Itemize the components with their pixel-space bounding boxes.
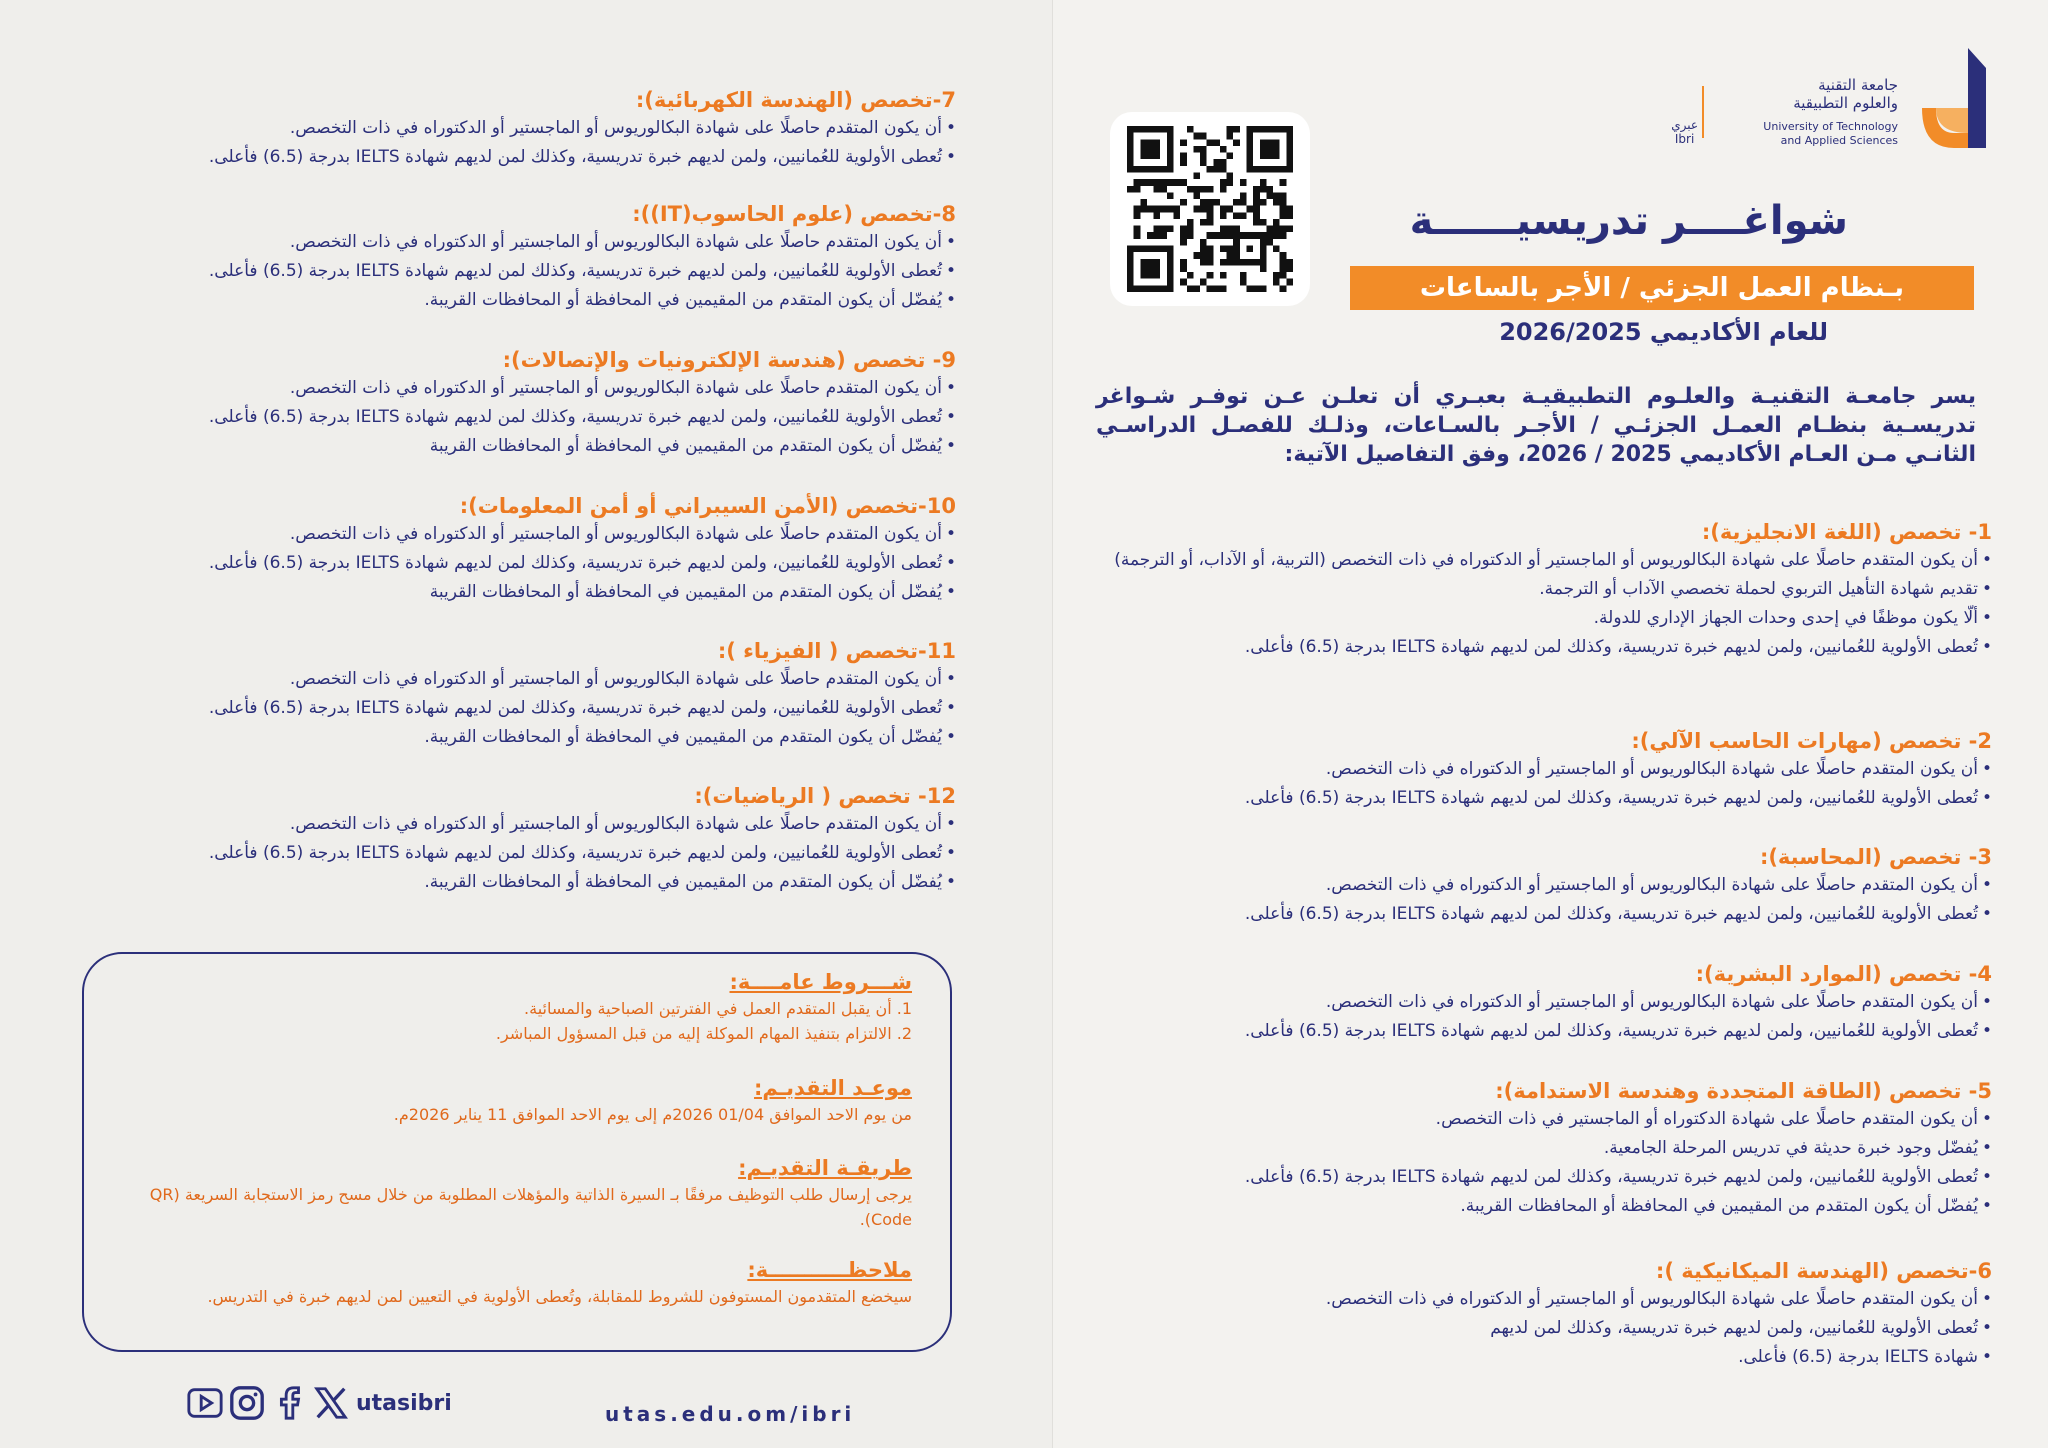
section-item: • تُعطى الأولوية للعُمانيين، ولمن لديهم خبرة تدريسية، وكذلك لمن لديهم شهادة IELTS بدرجة (6.5) فأعلى. [56, 694, 956, 723]
section-item: • أن يكون المتقدم حاصلًا على شهادة البكالوريوس أو الماجستير أو الدكتوراه في ذات التخصص. [56, 114, 956, 143]
section-item: • ألّا يكون موظفًا في إحدى وحدات الجهاز الإداري للدولة. [1092, 604, 1992, 633]
application-method [112, 1154, 912, 1232]
logo-arabic-name [1793, 76, 1898, 112]
academic-year: للعام الأكاديمي 2026/2025 [1499, 318, 1828, 346]
section-title: 1- تخصص (اللغة الانجليزية): [1701, 520, 1992, 544]
section-item: • أن يكون المتقدم حاصلًا على شهادة البكالوريوس أو الماجستير أو الدكتوراه في ذات التخصص (التربية، أو الآداب، أو الترجمة) [1092, 546, 1992, 575]
section-7 [56, 86, 956, 172]
section-title: 12- تخصص ( الرياضيات): [694, 784, 956, 808]
section-item: • يُفضّل أن يكون المتقدم من المقيمين في المحافظة أو المحافظات القريبة. [56, 723, 956, 752]
instagram-icon[interactable] [228, 1384, 266, 1422]
section-items [1092, 1285, 1992, 1372]
page-title: شواغــــر تدريسيــــــة [1409, 198, 1848, 244]
section-items [1092, 988, 1992, 1046]
section-item: • أن يكون المتقدم حاصلًا على شهادة البكالوريوس أو الماجستير أو الدكتوراه في ذات التخصص. [1092, 1285, 1992, 1314]
youtube-icon[interactable] [186, 1384, 224, 1422]
section-item: • شهادة IELTS بدرجة (6.5) فأعلى. [1092, 1343, 1992, 1372]
section-6 [1092, 1257, 1992, 1372]
application-date-text: من يوم الاحد الموافق 01/04 2026م إلى يوم الاحد الموافق 11 يناير 2026م. [393, 1105, 912, 1124]
section-item: • يُفضّل أن يكون المتقدم من المقيمين في المحافظة أو المحافظات القريبة. [56, 286, 956, 315]
section-item: • يُفضّل أن يكون المتقدم من المقيمين في المحافظة أو المحافظات القريبة [56, 578, 956, 607]
section-item: • أن يكون المتقدم حاصلًا على شهادة البكالوريوس أو الماجستير أو الدكتوراه في ذات التخصص. [56, 520, 956, 549]
section-title: 9- تخصص (هندسة الإلكترونيات والإتصالات): [502, 348, 956, 372]
section-title: 6-تخصص (الهندسة الميكانيكية ): [1655, 1259, 1992, 1283]
section-item: • أن يكون المتقدم حاصلًا على شهادة البكالوريوس أو الماجستير أو الدكتوراه في ذات التخصص. [1092, 988, 1992, 1017]
section-items [56, 520, 956, 607]
section-items [56, 810, 956, 897]
intro-paragraph: يسر جامعـة التقنيـة والعلـوم التطبيقيـة بعبـري أن تعلـن عـن توفـر شـواغر تدريسـية بنظـام العمـل الجزئـي / الأجـر بالسـاعات، وذلـك للفصـل الدراسـي الثانـي مـن العـام الأكاديمي 2025 / 2026، وفق التفاصيل الآتية: [1096, 384, 1976, 467]
subtitle-banner: بـنظام العمل الجزئي / الأجر بالساعات [1350, 266, 1974, 310]
section-8 [56, 200, 956, 315]
application-date [112, 1074, 912, 1127]
section-1 [1092, 518, 1992, 662]
section-items [56, 114, 956, 172]
section-4 [1092, 960, 1992, 1046]
website-link[interactable]: utas.edu.om/ibri [605, 1402, 856, 1426]
section-items [1092, 1105, 1992, 1221]
notes [112, 1256, 912, 1309]
section-title: 5- تخصص (الطاقة المتجددة وهندسة الاستدامة): [1495, 1079, 1992, 1103]
section-title: 4- تخصص (الموارد البشرية): [1695, 962, 1992, 986]
application-method-title: طريقـة التقديـم: [738, 1156, 912, 1180]
university-logo [1668, 48, 1988, 158]
section-items [56, 374, 956, 461]
section-3 [1092, 843, 1992, 929]
section-item: • أن يكون المتقدم حاصلًا على شهادة البكالوريوس أو الماجستير أو الدكتوراه في ذات التخصص. [1092, 755, 1992, 784]
section-item: • أن يكون المتقدم حاصلًا على شهادة البكالوريوس أو الماجستير أو الدكتوراه في ذات التخصص. [56, 810, 956, 839]
section-item: • أن يكون المتقدم حاصلًا على شهادة البكالوريوس أو الماجستير أو الدكتوراه في ذات التخصص. [56, 665, 956, 694]
notes-title: ملاحظـــــــــــة: [747, 1258, 912, 1282]
section-title: 2- تخصص (مهارات الحاسب الآلي): [1631, 729, 1992, 753]
section-title: 8-تخصص (علوم الحاسوب(IT)): [632, 202, 956, 226]
section-item: • يُفضّل أن يكون المتقدم من المقيمين في المحافظة أو المحافظات القريبة [56, 432, 956, 461]
section-item: • تُعطى الأولوية للعُمانيين، ولمن لديهم خبرة تدريسية، وكذلك لمن لديهم شهادة IELTS بدرجة (6.5) فأعلى. [1092, 900, 1992, 929]
section-items [1092, 755, 1992, 813]
section-item: • تُعطى الأولوية للعُمانيين، ولمن لديهم خبرة تدريسية، وكذلك لمن لديهم شهادة IELTS بدرجة (6.5) فأعلى. [56, 839, 956, 868]
section-item: • يُفضّل وجود خبرة حديثة في تدريس المرحلة الجامعية. [1092, 1134, 1992, 1163]
facebook-icon[interactable] [270, 1384, 308, 1422]
qr-code[interactable] [1110, 112, 1310, 306]
notes-text: سيخضع المتقدمون المستوفون للشروط للمقابلة، وتُعطى الأولوية في التعيين لمن لديهم خبرة في التدريس. [207, 1287, 912, 1306]
section-item: • تُعطى الأولوية للعُمانيين، ولمن لديهم خبرة تدريسية، وكذلك لمن لديهم شهادة IELTS بدرجة (6.5) فأعلى. [1092, 1017, 1992, 1046]
social-links [186, 1384, 452, 1422]
logo-arabic-line-2: والعلوم التطبيقية [1793, 94, 1898, 112]
general-conditions-title: شـــروط عامــــة: [729, 970, 912, 994]
section-9 [56, 346, 956, 461]
section-item: • تُعطى الأولوية للعُمانيين، ولمن لديهم خبرة تدريسية، وكذلك لمن لديهم شهادة IELTS بدرجة (6.5) فأعلى. [56, 257, 956, 286]
section-title: 10-تخصص (الأمن السيبراني أو أمن المعلومات): [459, 494, 956, 518]
section-title: 11-تخصص ( الفيزياء ): [717, 639, 956, 663]
section-title: 3- تخصص (المحاسبة): [1759, 845, 1992, 869]
logo-city-english: Ibri [1674, 132, 1695, 146]
university-logo-mark [1908, 48, 1988, 158]
logo-arabic-line-1: جامعة التقنية [1818, 76, 1898, 94]
section-12 [56, 782, 956, 897]
section-items [1092, 546, 1992, 662]
section-item: • يُفضّل أن يكون المتقدم من المقيمين في المحافظة أو المحافظات القريبة. [56, 868, 956, 897]
section-item: • أن يكون المتقدم حاصلًا على شهادة البكالوريوس أو الماجستير أو الدكتوراه في ذات التخصص. [1092, 871, 1992, 900]
application-method-text: يرجى إرسال طلب التوظيف مرفقًا بـ السيرة الذاتية والمؤهلات المطلوبة من خلال مسح رمز الاستجابة السريعة (QR Code). [149, 1185, 912, 1229]
logo-english-name [1763, 120, 1898, 148]
section-2 [1092, 727, 1992, 813]
section-item: • تُعطى الأولوية للعُمانيين، ولمن لديهم خبرة تدريسية، وكذلك لمن لديهم [1092, 1314, 1992, 1343]
section-item: • تُعطى الأولوية للعُمانيين، ولمن لديهم خبرة تدريسية، وكذلك لمن لديهم شهادة IELTS بدرجة (6.5) فأعلى. [1092, 784, 1992, 813]
general-conditions [112, 968, 912, 1046]
qr-code-icon [1124, 126, 1296, 292]
social-handle: utasibri [356, 1390, 452, 1416]
section-item: • أن يكون المتقدم حاصلًا على شهادة الدكتوراه أو الماجستير في ذات التخصص. [1092, 1105, 1992, 1134]
section-title: 7-تخصص (الهندسة الكهربائية): [635, 88, 956, 112]
logo-city-arabic: عبري [1671, 118, 1698, 132]
section-item: • تُعطى الأولوية للعُمانيين، ولمن لديهم خبرة تدريسية، وكذلك لمن لديهم شهادة IELTS بدرجة (6.5) فأعلى. [1092, 633, 1992, 662]
section-5 [1092, 1077, 1992, 1221]
logo-separator [1702, 86, 1704, 138]
logo-english-line-1: University of Technology [1763, 120, 1898, 133]
section-item: • تقديم شهادة التأهيل التربوي لحملة تخصصي الآداب أو الترجمة. [1092, 575, 1992, 604]
section-item: • أن يكون المتقدم حاصلًا على شهادة البكالوريوس أو الماجستير أو الدكتوراه في ذات التخصص. [56, 374, 956, 403]
general-condition-1: 1. أن يقبل المتقدم العمل في الفترتين الصباحية والمسائية. [524, 999, 912, 1018]
section-item: • أن يكون المتقدم حاصلًا على شهادة البكالوريوس أو الماجستير أو الدكتوراه في ذات التخصص. [56, 228, 956, 257]
section-item: • يُفضّل أن يكون المتقدم من المقيمين في المحافظة أو المحافظات القريبة. [1092, 1192, 1992, 1221]
logo-english-line-2: and Applied Sciences [1780, 134, 1898, 147]
application-date-title: موعـد التقديـم: [754, 1076, 912, 1100]
section-item: • تُعطى الأولوية للعُمانيين، ولمن لديهم خبرة تدريسية، وكذلك لمن لديهم شهادة IELTS بدرجة (6.5) فأعلى. [56, 403, 956, 432]
logo-city [1671, 118, 1698, 146]
section-item: • تُعطى الأولوية للعُمانيين، ولمن لديهم خبرة تدريسية، وكذلك لمن لديهم شهادة IELTS بدرجة (6.5) فأعلى. [1092, 1163, 1992, 1192]
general-conditions-box [82, 952, 952, 1352]
section-11 [56, 637, 956, 752]
section-10 [56, 492, 956, 607]
panel-divider [1052, 0, 1053, 1448]
section-item: • تُعطى الأولوية للعُمانيين، ولمن لديهم خبرة تدريسية، وكذلك لمن لديهم شهادة IELTS بدرجة (6.5) فأعلى. [56, 549, 956, 578]
x-icon[interactable] [312, 1384, 350, 1422]
section-items [56, 665, 956, 752]
general-condition-2: 2. الالتزام بتنفيذ المهام الموكلة إليه من قبل المسؤول المباشر. [495, 1024, 912, 1043]
section-item: • تُعطى الأولوية للعُمانيين، ولمن لديهم خبرة تدريسية، وكذلك لمن لديهم شهادة IELTS بدرجة (6.5) فأعلى. [56, 143, 956, 172]
section-items [1092, 871, 1992, 929]
section-items [56, 228, 956, 315]
